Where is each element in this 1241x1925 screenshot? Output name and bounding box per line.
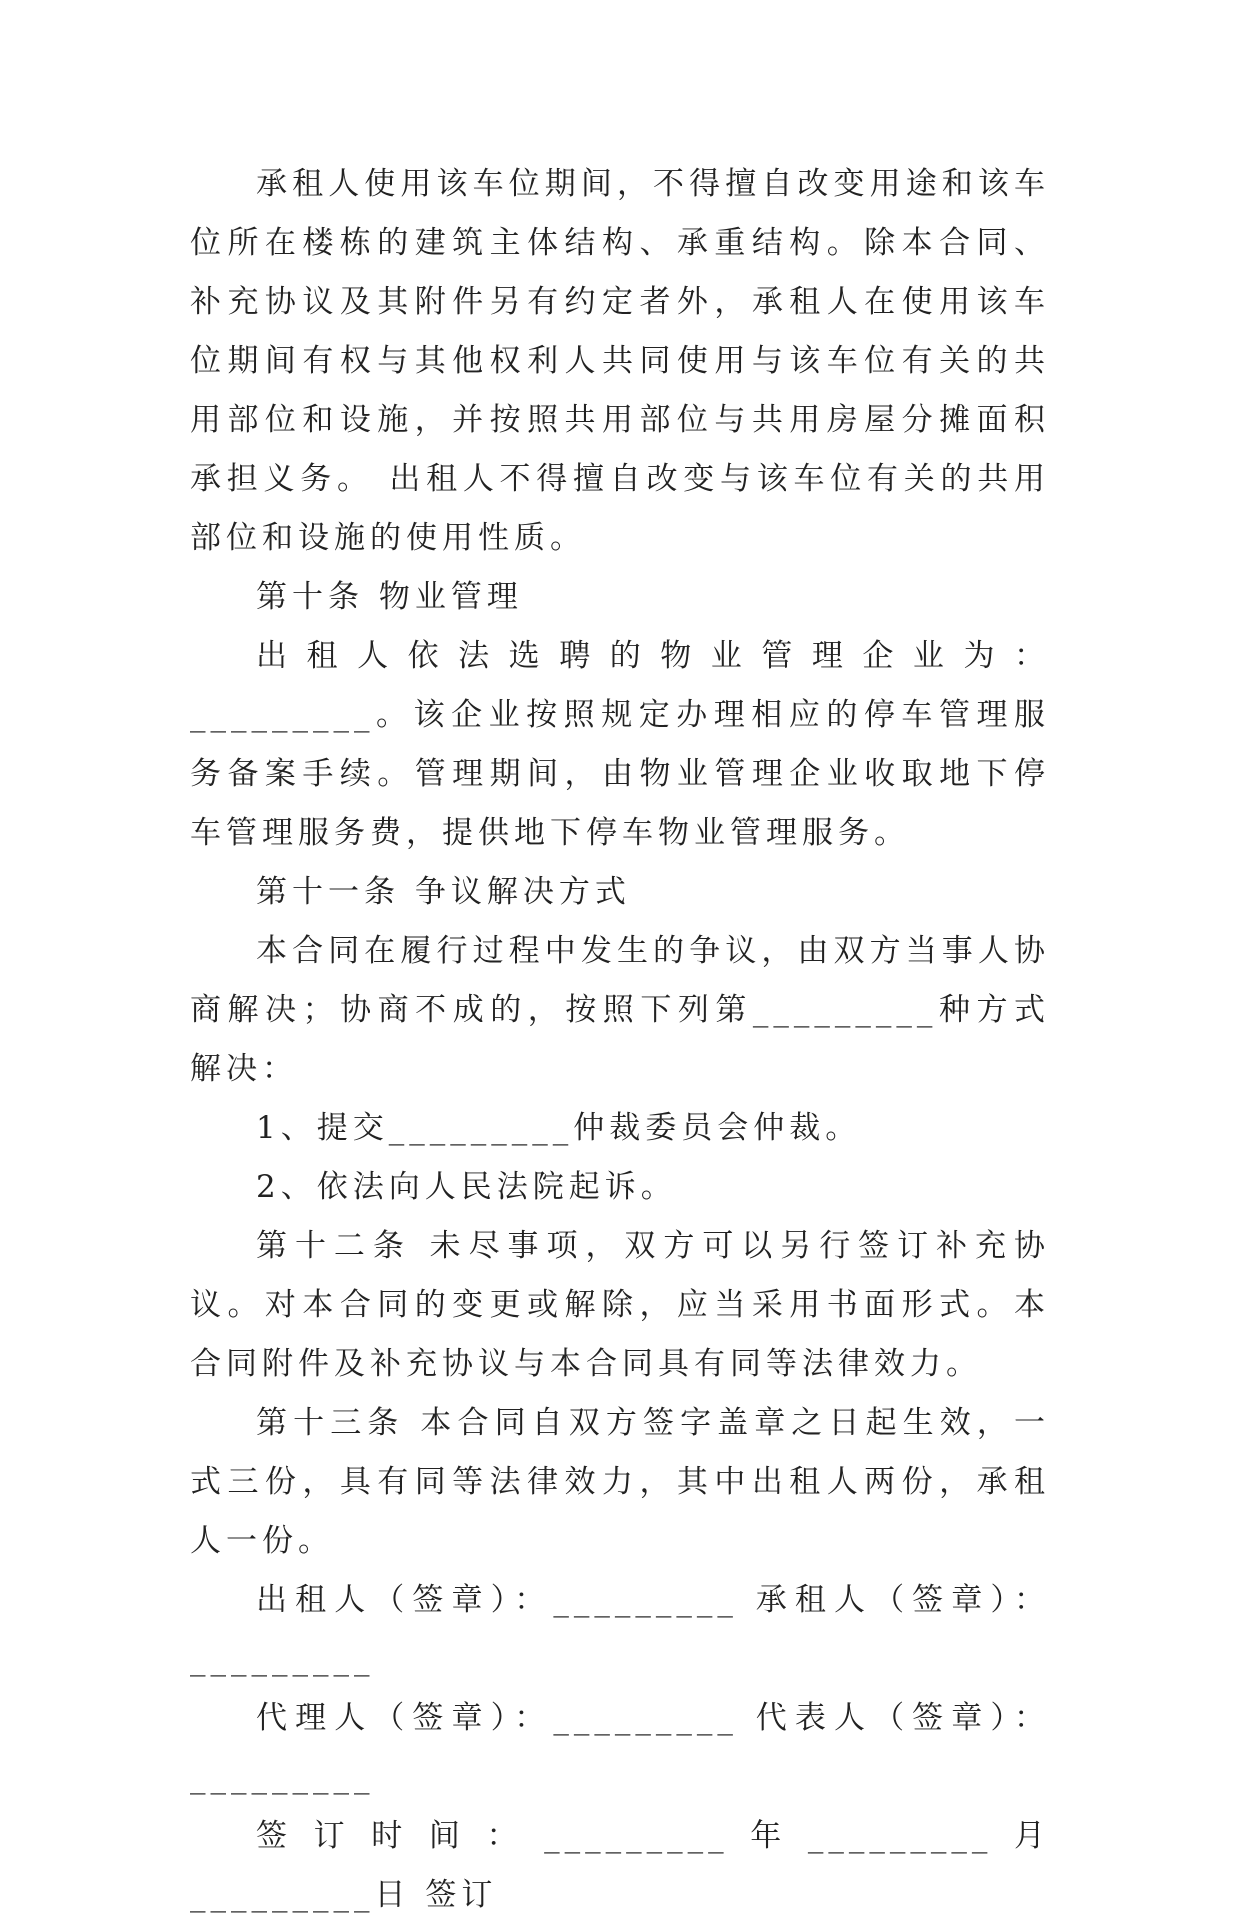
dispute-option-court: 2、依法向人民法院起诉。 [256,1169,677,1205]
paragraph-dispute-resolution: 本合同在履行过程中发生的争议，由双方当事人协商解决；协商不成的，按照下列第_________种方式解决： [190,933,1050,1087]
dispute-option-arbitration: 1、提交_________仲裁委员会仲裁。 [256,1110,862,1146]
article-10-heading: 第十条 物业管理 [256,579,523,615]
article-11-heading: 第十一条 争议解决方式 [256,874,631,910]
signing-date-line: 签订时间：_________年_________月_________日 签订 [190,1818,1050,1913]
paragraph-usage-restrictions: 承租人使用该车位期间，不得擅自改变用途和该车位所在楼栋的建筑主体结构、承重结构。除本合同、补充协议及其附件另有约定者外，承租人在使用该车位期间有权与其他权利人共同使用与该车位有关的共用部位和设施，并按照共用部位与共用房屋分摊面积承担义务。 出租人不得擅自改变与该车位有关的共用部位和设施的使用性质。 [190,166,1050,556]
paragraph-property-management: 出租人依法选聘的物业管理企业为：_________。该企业按照规定办理相应的停车管理服务备案手续。管理期间，由物业管理企业收取地下停车管理服务费，提供地下停车物业管理服务。 [190,638,1050,851]
article-12-paragraph: 第十二条 未尽事项，双方可以另行签订补充协议。对本合同的变更或解除，应当采用书面形式。本合同附件及补充协议与本合同具有同等法律效力。 [190,1228,1050,1382]
signature-line-agent-representative: 代理人（签章）：_________ 代表人（签章）：_________ [190,1700,1050,1795]
document-body [190,155,1050,1925]
article-13-paragraph: 第十三条 本合同自双方签字盖章之日起生效，一式三份，具有同等法律效力，其中出租人两份，承租人一份。 [190,1405,1050,1559]
signature-line-lessor-lessee: 出租人（签章）：_________ 承租人（签章）：_________ [190,1582,1050,1677]
